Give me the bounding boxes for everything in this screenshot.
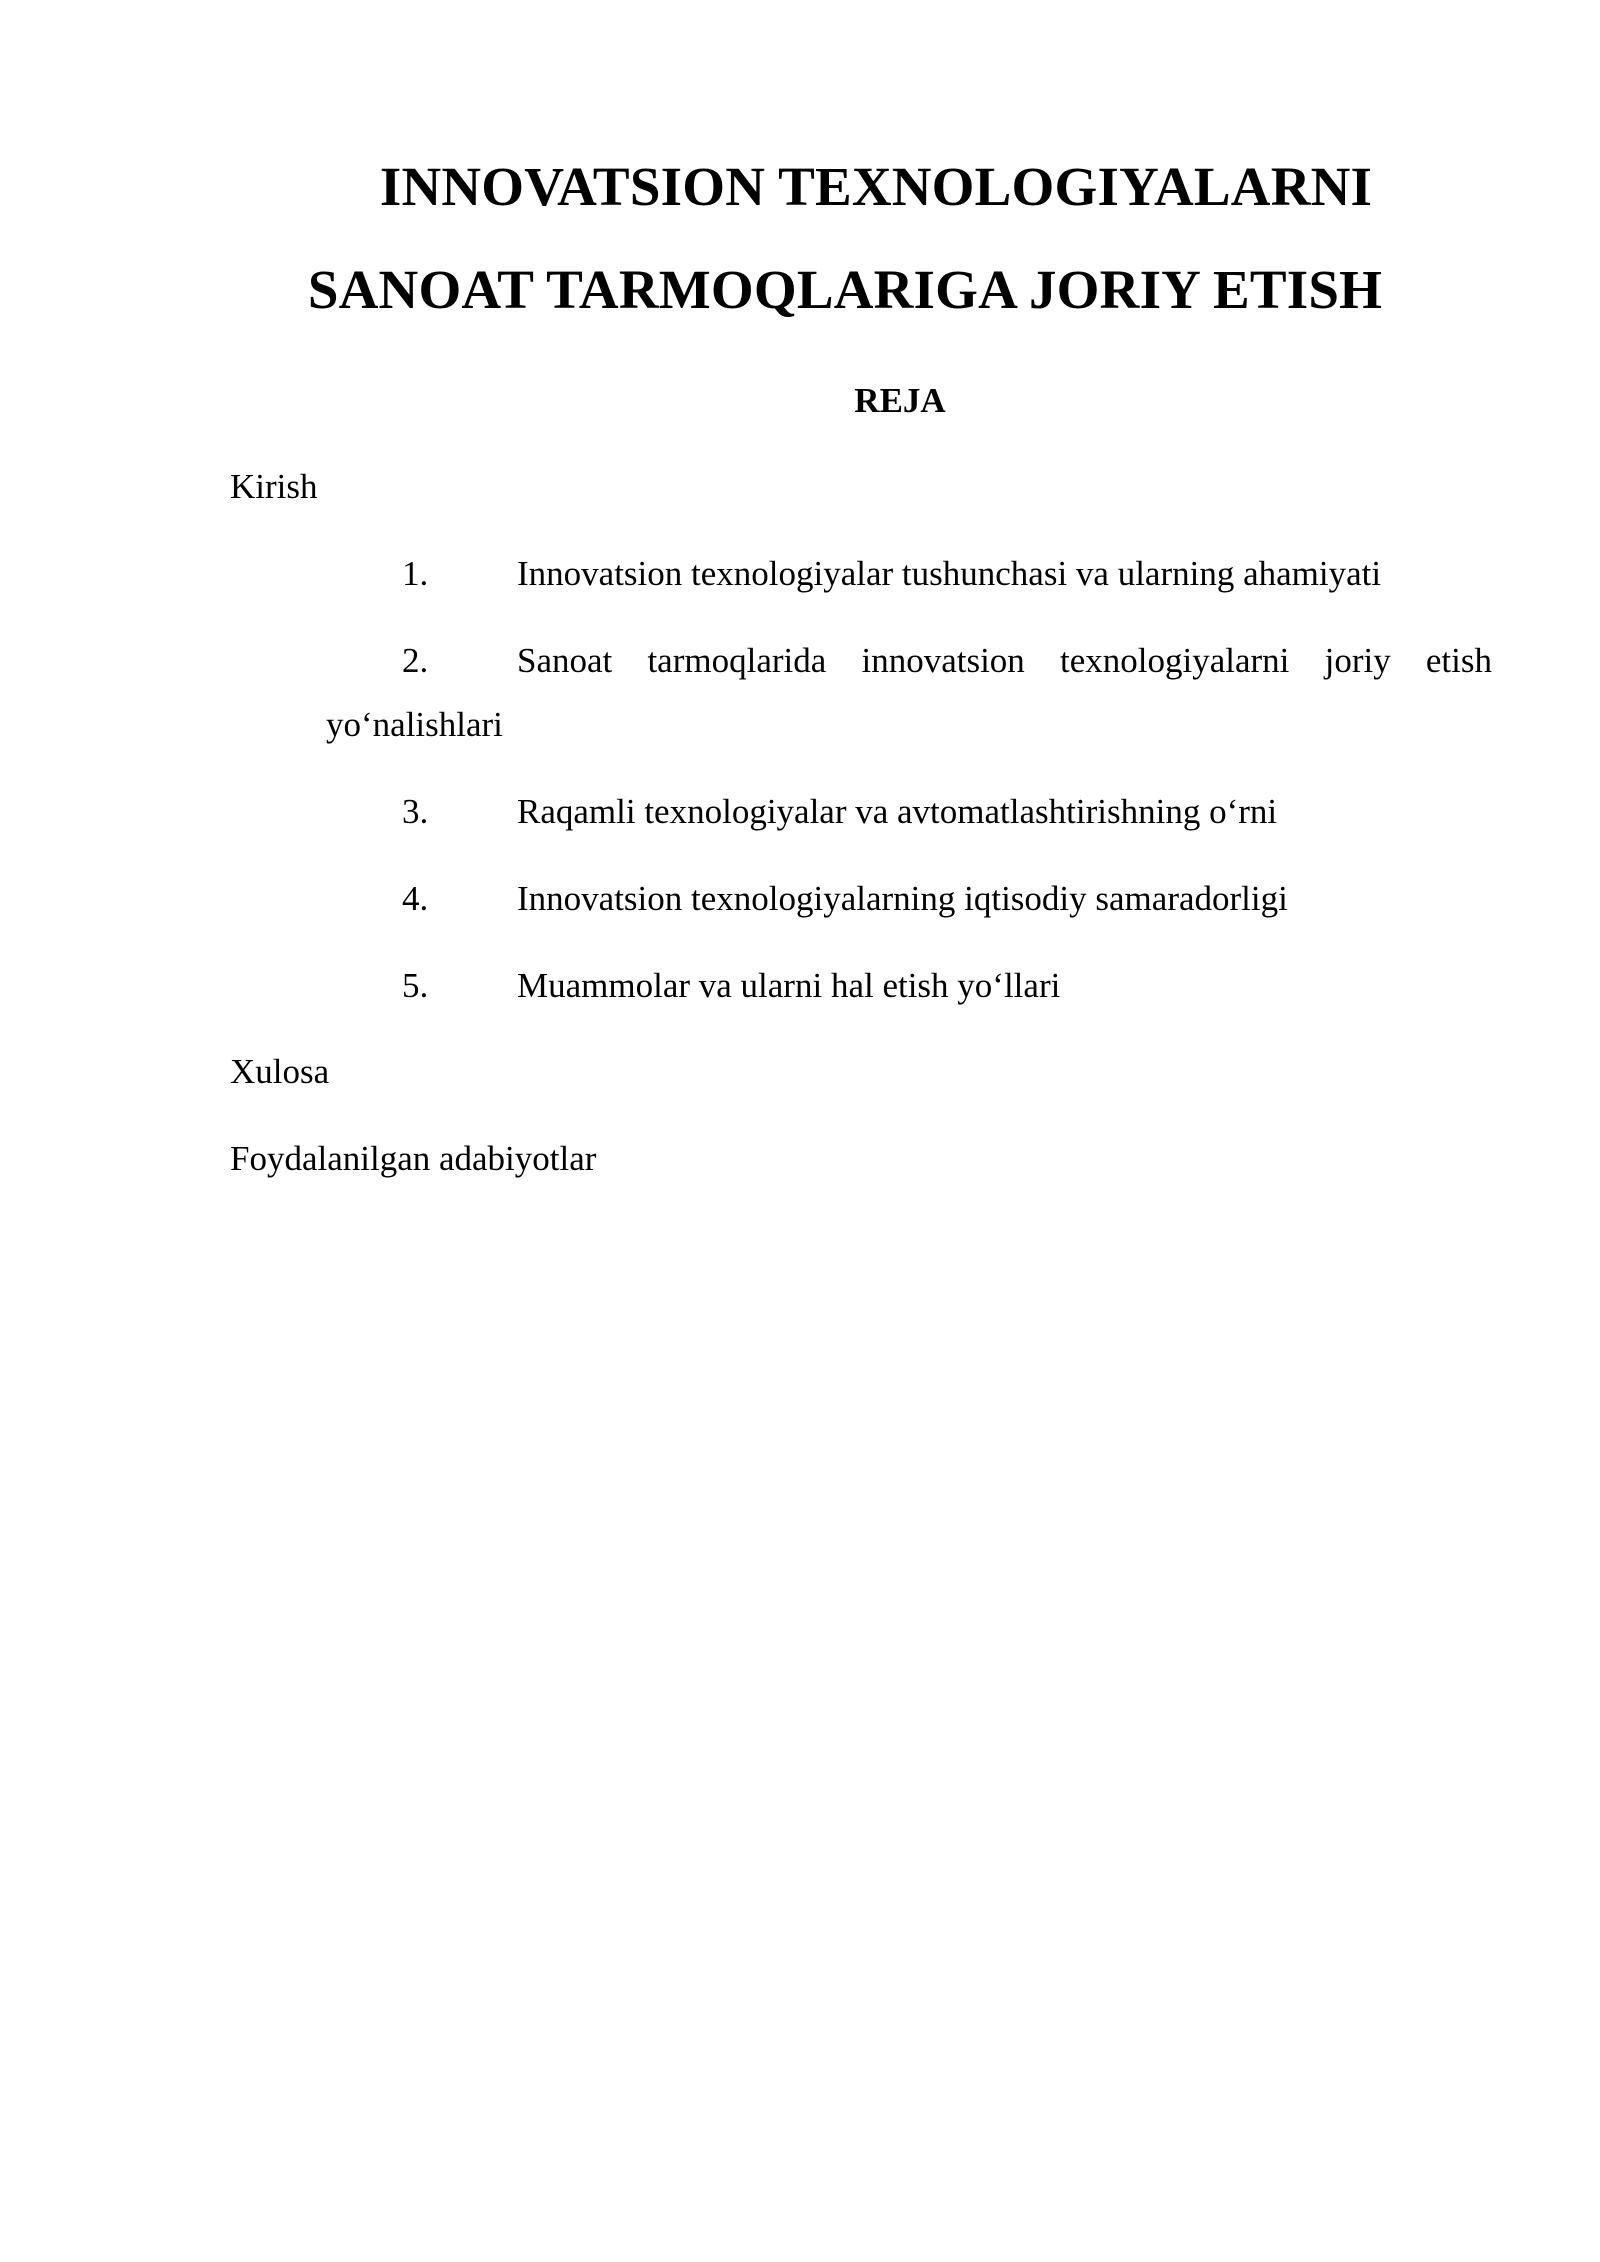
list-item-number: 4. bbox=[402, 879, 429, 918]
list-item-number: 3. bbox=[402, 792, 429, 831]
list-item-text-continued: yo‘nalishlari bbox=[326, 705, 503, 744]
list-item-text: Muammolar va ularni hal etish yo‘llari bbox=[517, 966, 1061, 1005]
list-item-number: 1. bbox=[402, 554, 429, 593]
document-title-line-2: SANOAT TARMOQLARIGA JORIY ETISH bbox=[307, 259, 1383, 320]
intro-section: Kirish bbox=[230, 467, 318, 506]
list-item-text: Raqamli texnologiyalar va avtomatlashtirishning o‘rni bbox=[517, 792, 1278, 831]
document-title-line-1: INNOVATSION TEXNOLOGIYALARNI bbox=[379, 156, 1373, 217]
references-section: Foydalanilgan adabiyotlar bbox=[230, 1139, 597, 1178]
list-item-text: Innovatsion texnologiyalar tushunchasi va ularning ahamiyati bbox=[517, 554, 1382, 593]
list-item-text: Innovatsion texnologiyalarning iqtisodiy samaradorligi bbox=[517, 879, 1288, 918]
plan-heading: REJA bbox=[854, 381, 946, 420]
list-item-text: Sanoat tarmoqlarida innovatsion texnologiyalarni joriy etish bbox=[517, 641, 1492, 680]
conclusion-section: Xulosa bbox=[230, 1052, 330, 1091]
list-item-number: 5. bbox=[402, 966, 429, 1005]
list-item-number: 2. bbox=[402, 641, 429, 680]
